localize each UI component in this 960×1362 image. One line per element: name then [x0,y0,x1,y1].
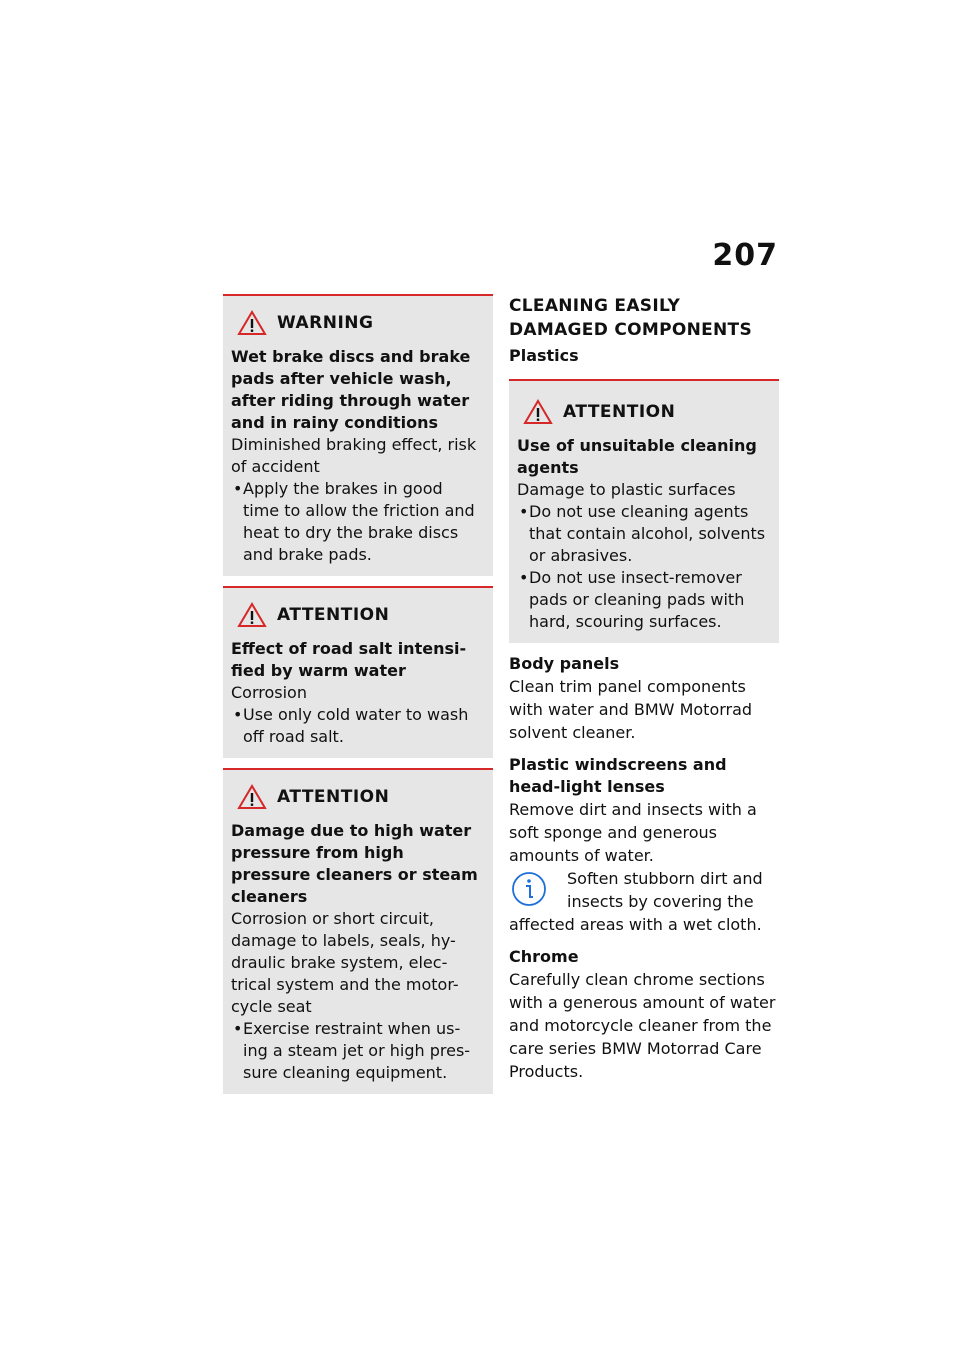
windscreens-text: Remove dirt and insects with a soft sponge and generous amounts of water. [509,800,757,865]
right-column [509,294,779,1083]
box-subtitle: Damage due to high water pressure from high pressure cleaners or steam cleaners [231,821,478,906]
body-panels-text: Clean trim panel components with water and BMW Motorrad solvent cleaner. [509,677,753,742]
attention-box [223,768,493,1094]
bullet-item: • Do not use cleaning agents that contain alcohol, solvents or abrasives. [517,501,769,567]
box-text: Diminished braking effect, risk of accident [231,435,477,476]
box-subtitle: Use of unsuitable cleaning agents [517,436,757,477]
attention-box [509,381,779,643]
bullet-item: • Do not use insect-remover pads or cleaning pads with hard, scouring surfaces. [517,567,769,633]
box-text: Corrosion or short circuit, damage to labels, seals, hy-draulic brake system, elec-trical system and the motor-cycle seat [231,909,459,1016]
warning-triangle-icon [237,784,267,810]
box-text: Damage to plastic surfaces [517,480,736,499]
attention-box [223,586,493,758]
section-title: CLEANING EASILY DAMAGED COMPONENTS [509,296,753,340]
warning-triangle-icon [237,602,267,628]
page-number: 207 [712,238,778,273]
chrome-text: Carefully clean chrome sections with a generous amount of water and motorcycle cleaner from the care series BMW Motorrad Care Products. [509,970,776,1081]
note-line: affected areas with a wet cloth. [509,915,762,934]
warning-triangle-icon [523,399,553,425]
body-panels-heading: Body panels [509,654,620,673]
bullet-item: • Use only cold water to wash off road salt. [231,704,483,748]
box-text: Corrosion [231,683,307,702]
warning-triangle-icon [237,310,267,336]
note-line: insects by covering the [567,892,754,911]
info-note [509,867,779,936]
box-subtitle: Wet brake discs and brake pads after vehicle wash, after riding through water and in rainy conditions [231,347,471,432]
box-title: ATTENTION [277,787,390,807]
chrome-heading: Chrome [509,947,579,966]
note-line: Soften stubborn dirt and [567,869,763,888]
bullet-item: • Exercise restraint when us-ing a steam jet or high pres-sure cleaning equipment. [231,1018,483,1084]
windscreens-heading: Plastic windscreens and head-light lenses [509,755,727,796]
box-subtitle: Effect of road salt intensi-fied by warm water [231,639,467,680]
box-title: ATTENTION [563,402,676,422]
box-title: WARNING [277,313,374,333]
left-column [223,294,493,1104]
warning-box [223,294,493,576]
info-icon [511,871,547,907]
bullet-item: • Apply the brakes in good time to allow the friction and heat to dry the brake discs and brake pads. [231,478,483,566]
box-title: ATTENTION [277,605,390,625]
plastics-heading: Plastics [509,346,579,365]
